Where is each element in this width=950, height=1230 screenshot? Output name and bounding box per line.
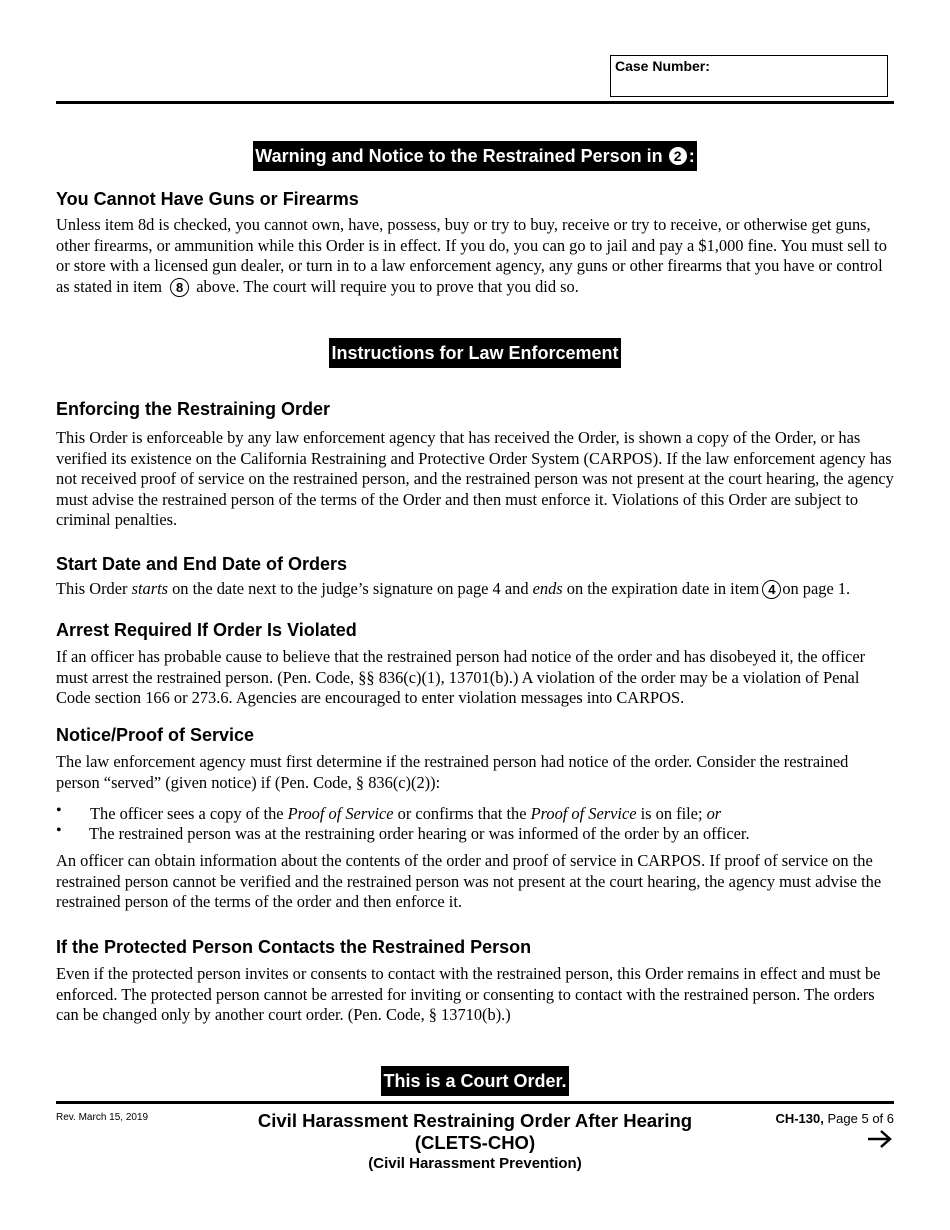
instructions-banner bbox=[0, 338, 950, 368]
arrest-paragraph: If an officer has probable cause to believe that the restrained person had notice of the order and has disobeyed it, the officer must arrest the restrained person. (Pen. Code, §§ 836(c)(1), 13701(b).) A violation of the order may be a violation of Penal Code section 166 or 273.6. Agencies are encouraged to enter violation messages into CARPOS. bbox=[56, 647, 866, 707]
dates-text-2: on the date next to the judge’s signature on page 4 and bbox=[168, 579, 533, 598]
court-order-banner bbox=[0, 1066, 950, 1096]
guns-heading: You Cannot Have Guns or Firearms bbox=[56, 189, 359, 209]
contact-paragraph: Even if the protected person invites or consents to contact with the restrained person, this Order remains in effect and must be enforced. The protected person cannot be arrested for inviting or consenting to contact with the restrained person. The orders can be changed only by another court order. (Pen. Code, § 13710(b).) bbox=[56, 964, 881, 1024]
court-order-banner-text: This is a Court Order. bbox=[381, 1066, 568, 1096]
form-title-line-2: (CLETS-CHO) bbox=[414, 1132, 536, 1153]
guns-paragraph bbox=[56, 215, 896, 297]
footer-divider bbox=[56, 1101, 894, 1104]
bullet-1-part: or confirms that the bbox=[393, 804, 531, 823]
bullet-1-italic: Proof of Service bbox=[530, 804, 637, 823]
enforcing-paragraph: This Order is enforceable by any law enforcement agency that has received the Order, is shown a copy of the Order, or has verified its existence on the California Restraining and Protective Order System (CARPOS). If the law enforcement agency has not received proof of service on the restrained person, and the restrained person was not present at the court hearing, the agency must advise the restrained person of the terms of the Order and then must enforce it. Violations of this Order are subject to criminal penalties. bbox=[56, 428, 894, 529]
bullet-1-part: The officer sees a copy of the bbox=[90, 804, 288, 823]
form-number: CH-130, bbox=[775, 1111, 824, 1126]
dates-text-4: on page 1. bbox=[782, 579, 851, 598]
notice-paragraph: The law enforcement agency must first determine if the restrained person had notice of the order. Consider the restrained person “served” (given notice) if (Pen. Code, § 836(c)(2)): bbox=[56, 752, 849, 792]
warning-banner-suffix: : bbox=[688, 146, 695, 166]
item-8-badge: 8 bbox=[170, 278, 189, 297]
item-2-badge: 2 bbox=[669, 147, 687, 165]
form-title-line-1: Civil Harassment Restraining Order After Hearing bbox=[257, 1110, 693, 1131]
bullet-icon: • bbox=[56, 822, 62, 839]
bullet-1-part: is on file; bbox=[636, 804, 707, 823]
bullet-2-text: The restrained person was at the restraining order hearing or was informed of the order by an officer. bbox=[89, 824, 750, 843]
arrow-right-icon[interactable] bbox=[866, 1128, 894, 1155]
bullet-icon: • bbox=[56, 802, 62, 819]
warning-banner bbox=[0, 141, 950, 171]
dates-heading: Start Date and End Date of Orders bbox=[56, 554, 348, 574]
guns-text-before: Unless item 8d is checked, you cannot own, have, possess, buy or try to buy, receive or try to receive, or otherwise get guns, other firearms, or ammunition while this Order is in effect. If you do, you can go to jail and pay a $1,000 fine. You must sell to or store with a licensed gun dealer, or turn in to a law enforcement agency, any guns or other firearms that you have or control as stated in item bbox=[56, 215, 887, 296]
warning-banner-text: Warning and Notice to the Restrained Person in bbox=[255, 146, 663, 166]
dates-text-3: on the expiration date in item bbox=[562, 579, 760, 598]
instructions-banner-text: Instructions for Law Enforcement bbox=[329, 338, 620, 368]
arrest-heading: Arrest Required If Order Is Violated bbox=[56, 620, 357, 640]
dates-starts: starts bbox=[131, 579, 169, 598]
notice-heading: Notice/Proof of Service bbox=[56, 725, 255, 745]
case-number-box[interactable] bbox=[610, 55, 888, 97]
contact-heading: If the Protected Person Contacts the Restrained Person bbox=[56, 937, 532, 957]
case-number-label: Case Number: bbox=[615, 58, 710, 74]
page-info: Page 5 of 6 bbox=[827, 1111, 894, 1126]
form-title-line-3: (Civil Harassment Prevention) bbox=[368, 1155, 582, 1172]
dates-text-1: This Order bbox=[56, 579, 132, 598]
bullet-1-text bbox=[90, 804, 721, 825]
item-4-badge: 4 bbox=[762, 580, 781, 599]
revision-date: Rev. March 15, 2019 bbox=[56, 1112, 149, 1123]
dates-ends: ends bbox=[532, 579, 563, 598]
carpos-paragraph: An officer can obtain information about the contents of the order and proof of service in CARPOS. If proof of service on the restrained person cannot be verified and the restrained person was not present at the court hearing, the agency must advise the restrained person of the terms of the order and then enforce it. bbox=[56, 851, 882, 911]
bullet-1-italic: or bbox=[706, 804, 722, 823]
guns-text-after: above. The court will require you to prove that you did so. bbox=[196, 276, 579, 296]
enforcing-heading: Enforcing the Restraining Order bbox=[56, 399, 331, 419]
header-divider bbox=[56, 101, 894, 104]
form-id bbox=[775, 1111, 894, 1126]
dates-paragraph bbox=[56, 579, 896, 600]
bullet-1-italic: Proof of Service bbox=[287, 804, 394, 823]
